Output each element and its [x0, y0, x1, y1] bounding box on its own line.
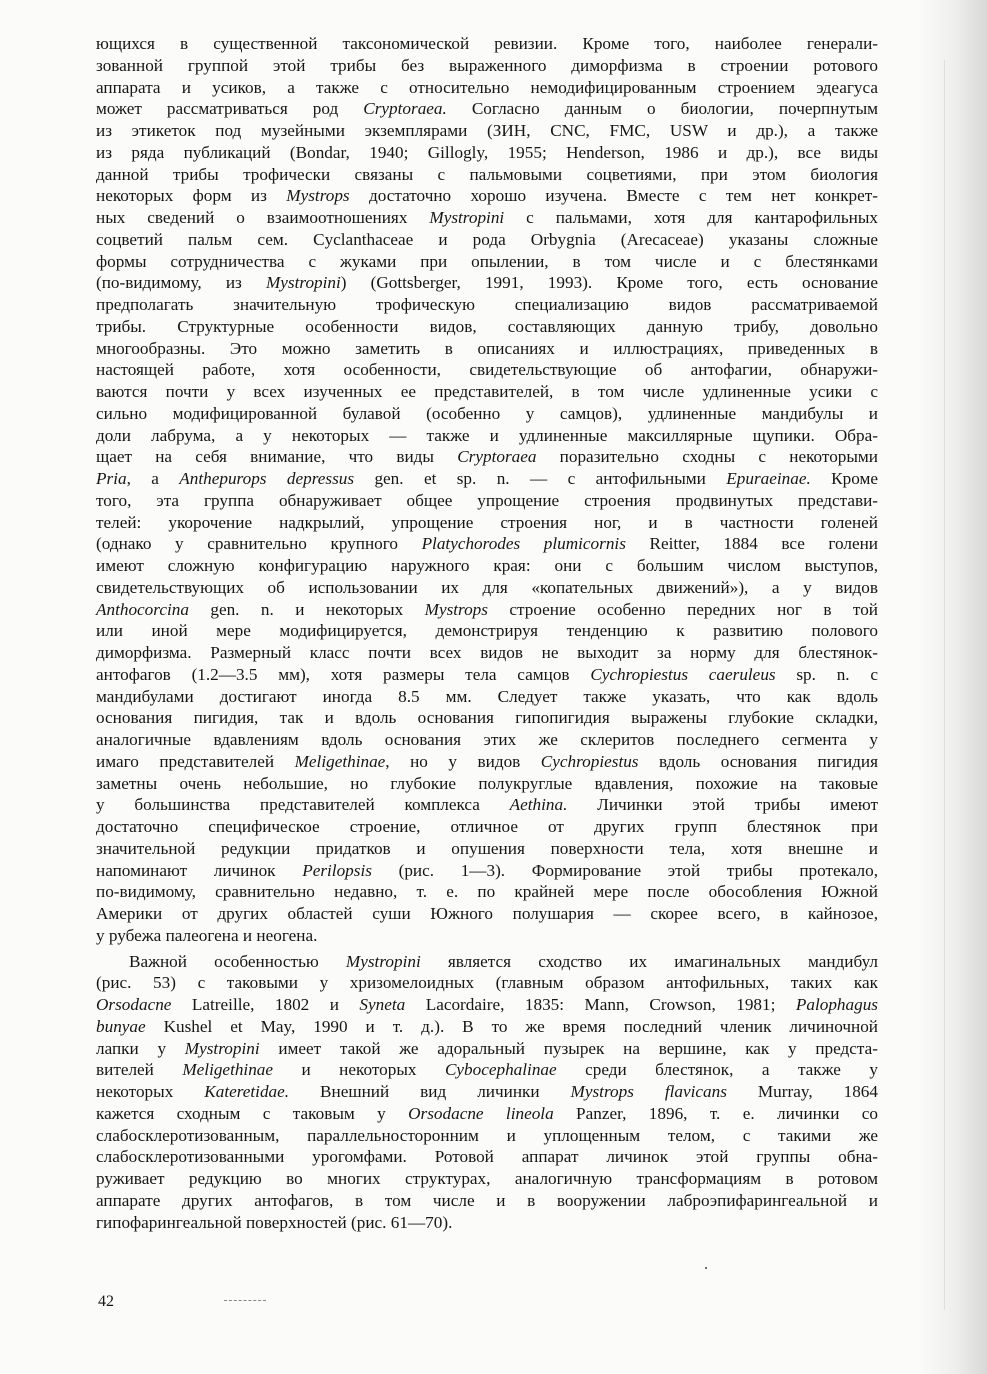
- italic-term: Mystrops: [286, 186, 350, 206]
- text-line: данной трибы трофически связаны с пальмовыми соцветиями, при этом биология: [96, 164, 878, 184]
- italic-term: Kateretidae.: [204, 1082, 290, 1101]
- text-line: из ряда публикаций (Bondar, 1940; Gillogly, 1955; Henderson, 1986 и др.), все виды: [96, 142, 878, 162]
- italic-term: Cryptoraea: [457, 447, 537, 467]
- text-line: имеют сложную конфигурацию наружного края: они с большим числом выступов,: [96, 556, 878, 575]
- text-line: того, эта группа обнаруживает общее упрощение строения продвинутых представи-: [96, 490, 878, 510]
- text-line: bunyae Kushel et May, 1990 и т. д.). В то же время последний членик личиночной: [96, 1016, 878, 1036]
- text-line: сильно модифицированной булавой (особенно у самцов), удлиненные мандибулы и: [96, 403, 878, 423]
- italic-term: Platychorodes plumicornis: [421, 534, 626, 554]
- text-line: или иной мере модифицируется, демонстрируя тенденцию к развитию полового: [96, 621, 878, 641]
- italic-term: Anthepurops depressus: [179, 469, 355, 488]
- text-line: гипофарингеальной поверхностей (рис. 61—70).: [96, 1212, 453, 1232]
- text-line: щает на себя внимание, что виды Cryptoraea поразительно сходны с некоторыми: [96, 447, 879, 467]
- text-line: аналогичные вдавлениям вдоль основания этих же склеритов последнего сегмента у: [96, 730, 878, 749]
- text-line: некоторых Kateretidae. Внешний вид личинки Mystrops flavicans Murray, 1864: [96, 1082, 878, 1101]
- text-line: Anthocorcina gen. n. и некоторых Mystrops строение особенно передних ног в той: [96, 599, 878, 619]
- stray-mark: [224, 1300, 266, 1301]
- italic-term: Mystrops: [424, 599, 488, 619]
- text-line: многообразны. Это можно заметить в описаниях и иллюстрациях, приведенных в: [96, 338, 878, 358]
- text-line: ющихся в существенной таксономической ревизии. Кроме того, наиболее генерали-: [96, 34, 878, 53]
- italic-term: Cybocephalinae: [444, 1060, 557, 1080]
- text-line: телей: укорочение надкрылий, упрощение строения ног, и в частности голеней: [96, 512, 878, 532]
- text-line: диморфизма. Размерный класс почти всех видов не выходит за норму для блестянок-: [96, 643, 878, 662]
- italic-term: Mystropini: [184, 1038, 260, 1058]
- text-line: ных сведений о взаимоотношениях Mystropini с пальмами, хотя для кантарофильных: [96, 208, 878, 227]
- text-line: антофагов (1.2—3.5 мм), хотя размеры тела самцов Cychropiestus caeruleus sp. n. с: [96, 664, 878, 684]
- text-line: Orsodacne Latreille, 1802 и Syneta Lacordaire, 1835: Mann, Crowson, 1981; Palophagus: [96, 995, 878, 1014]
- text-line: имаго представителей Meligethinae, но у видов Cychropiestus вдоль основания пигидия: [96, 751, 879, 771]
- text-line: достаточно специфическое строение, отличное от других групп блестянок при: [96, 817, 878, 836]
- italic-term: Aethina.: [509, 795, 568, 815]
- text-line: трибы. Структурные особенности видов, составляющих данную трибу, довольно: [96, 316, 878, 336]
- text-line: заметны очень небольшие, но глубокие полукруглые вдавления, похожие на таковые: [96, 773, 878, 793]
- text-line: (по-видимому, из Mystropini) (Gottsberger, 1991, 1993). Кроме того, есть основание: [96, 273, 879, 293]
- text-line: зованной группой этой трибы без выраженного диморфизма в строении ротового: [96, 55, 878, 75]
- text-line: аппарата и усиков, а также с относительно немодифицированным строением эдеагуса: [96, 77, 878, 97]
- text-line: по-видимому, сравнительно недавно, т. е. по крайней мере после обособления Южной: [96, 882, 878, 902]
- text-line: Америки от других областей суши Южного полушария — скорее всего, в кайнозое,: [96, 904, 878, 923]
- text-line: Pria, а Anthepurops depressus gen. et sp. n. — с антофильными Epuraeinae. Кроме: [96, 469, 879, 488]
- text-line: руживает редукцию во многих структурах, аналогичную трансформациям в ротовом: [96, 1169, 878, 1188]
- italic-term: Mystropini: [429, 208, 505, 227]
- text-line: из этикеток под музейными экземплярами (ЗИН, CNC, FMC, USW и др.), а также: [96, 121, 878, 140]
- italic-term: Orsodacne: [96, 995, 172, 1014]
- text-line: доли лабрума, а у некоторых — также и удлиненные максиллярные щупики. Обра-: [96, 425, 878, 445]
- text-line: вителей Meligethinae и некоторых Cybocephalinae среди блестянок, а также у: [96, 1060, 879, 1080]
- text-line: слабосклеротизованными урогомфами. Ротовой аппарат личинок этой группы обна-: [96, 1147, 878, 1167]
- italic-term: Meligethinae: [182, 1060, 274, 1080]
- italic-term: Pria: [96, 469, 127, 488]
- text-line: у большинства представителей комплекса Aethina. Личинки этой трибы имеют: [96, 795, 878, 815]
- text-line: может рассматриваться род Cryptoraea. Согласно данным о биологии, почерпнутым: [96, 99, 878, 119]
- text-line: некоторых форм из Mystrops достаточно хорошо изучена. Вместе с тем нет конкрет-: [96, 186, 879, 206]
- text-line: основания пигидия, так и вдоль основания гипопигидия выражены глубокие складки,: [96, 708, 878, 728]
- italic-term: Perilopsis: [302, 860, 372, 880]
- italic-term: Mystropini: [265, 273, 341, 293]
- text-line: свидетельствующих об использовании их для «копательных движений»), а у видов: [96, 577, 878, 597]
- text-line: значительной редукции придатков и опушения поверхности тела, хотя внешне и: [96, 838, 878, 858]
- italic-term: Epuraeinae.: [726, 469, 811, 488]
- italic-term: Anthocorcina: [96, 599, 189, 619]
- text-line: Важной особенностью Mystropini является сходство их имагинальных мандибул: [129, 951, 878, 971]
- paragraph: [96, 33, 878, 947]
- italic-term: Meligethinae: [294, 751, 386, 771]
- page-number: 42: [98, 1293, 114, 1310]
- text-line: аппарате других антофагов, в том числе и в вооружении лаброэпифарингеальной и: [96, 1190, 878, 1210]
- text-line: формы сотрудничества с жуками при опылении, в том числе и с блестянками: [96, 251, 878, 271]
- text-line: ваются почти у всех изученных ее представителей, в том числе удлиненные усики с: [96, 382, 878, 401]
- italic-term: Mystrops flavicans: [570, 1082, 727, 1101]
- text-line: у рубежа палеогена и неогена.: [96, 925, 318, 945]
- italic-term: Palophagus: [795, 995, 878, 1014]
- text-line: напоминают личинок Perilopsis (рис. 1—3). Формирование этой трибы протекало,: [96, 860, 878, 880]
- italic-term: Cychropiestus caeruleus: [590, 664, 776, 684]
- scan-edge-line: [944, 60, 945, 1310]
- text-line: кажется сходным с таковым у Orsodacne lineola Panzer, 1896, т. е. личинки со: [96, 1103, 878, 1123]
- italic-term: Cychropiestus: [540, 751, 639, 771]
- italic-term: Cryptoraea.: [363, 99, 447, 119]
- stray-dot: [705, 1267, 707, 1269]
- text-line: (рис. 53) с таковыми у хризомелоидных (главным образом антофильных, таких как: [96, 973, 878, 993]
- italic-term: bunyae: [96, 1016, 146, 1036]
- italic-term: Mystropini: [345, 951, 421, 971]
- text-line: предполагать значительную трофическую специализацию видов рассматриваемой: [96, 295, 878, 314]
- text-line: настоящей работе, хотя особенности, свидетельствующие об антофагии, обнаружи-: [96, 360, 878, 380]
- paragraph: [96, 951, 878, 1234]
- italic-term: Syneta: [359, 995, 406, 1014]
- body-text: [96, 33, 878, 1233]
- text-line: соцветий пальм сем. Cyclanthaceae и рода Orbygnia (Arecaceae) указаны сложные: [96, 229, 878, 249]
- text-line: лапки у Mystropini имеет такой же адоральный пузырек на вершине, как у предста-: [96, 1038, 878, 1058]
- text-line: мандибулами достигают иногда 8.5 мм. Следует также указать, что как вдоль: [96, 686, 878, 706]
- scan-shadow: [917, 0, 987, 1374]
- text-line: слабосклеротизованным, параллельносторонним и уплощенным телом, с такими же: [96, 1125, 878, 1145]
- text-line: (однако у сравнительно крупного Platychorodes plumicornis Reitter, 1884 все голени: [96, 534, 879, 554]
- italic-term: Orsodacne lineola: [408, 1103, 554, 1123]
